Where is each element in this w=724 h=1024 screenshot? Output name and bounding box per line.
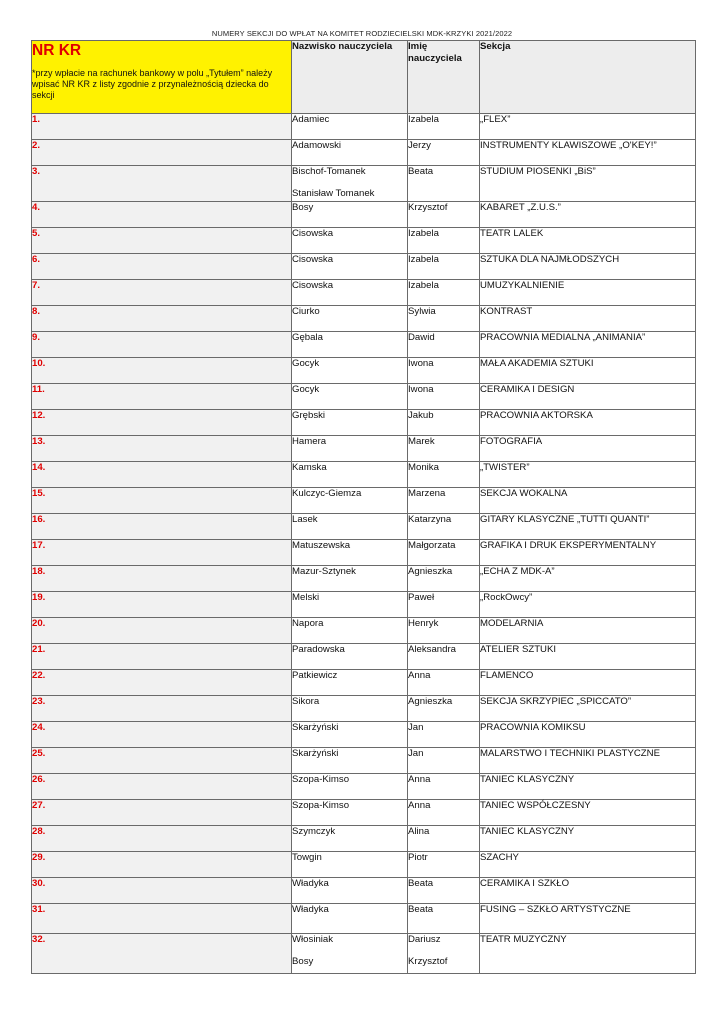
- section-name-cell: SEKCJA WOKALNA: [480, 488, 696, 514]
- table-row: [32, 934, 696, 974]
- teacher-surname-cell: [292, 644, 408, 670]
- teacher-firstname-cell: [408, 618, 480, 644]
- teacher-firstname: Krzysztof: [408, 202, 448, 213]
- teacher-surname-cell: [292, 852, 408, 878]
- table-row: [32, 254, 696, 280]
- nr-kr-cell: 10.: [32, 358, 292, 384]
- teacher-surname-cell: [292, 722, 408, 748]
- teacher-firstname-cell: [408, 436, 480, 462]
- teacher-surname-cell: [292, 592, 408, 618]
- teacher-surname-cell: [292, 410, 408, 436]
- teacher-firstname: Marzena: [408, 488, 446, 499]
- section-name-cell: MALARSTWO I TECHNIKI PLASTYCZNE: [480, 748, 696, 774]
- table-row: [32, 280, 696, 306]
- section-name-cell: SEKCJA SKRZYPIEC „SPICCATO”: [480, 696, 696, 722]
- table-row: [32, 332, 696, 358]
- table-row: [32, 618, 696, 644]
- teacher-firstname-cell: [408, 114, 480, 140]
- table-row: [32, 514, 696, 540]
- nr-kr-cell: 12.: [32, 410, 292, 436]
- section-name-cell: TEATR LALEK: [480, 228, 696, 254]
- table-row: [32, 566, 696, 592]
- teacher-surname: Sikora: [292, 696, 320, 707]
- table-row: [32, 904, 696, 934]
- section-name-cell: „TWISTER”: [480, 462, 696, 488]
- nr-kr-cell: 30.: [32, 878, 292, 904]
- teacher-surname: Gocyk: [292, 358, 320, 369]
- section-name-cell: CERAMIKA I DESIGN: [480, 384, 696, 410]
- table-row: [32, 800, 696, 826]
- table-row: [32, 384, 696, 410]
- section-name-cell: „ECHA Z MDK-A”: [480, 566, 696, 592]
- nr-kr-cell: 3.: [32, 166, 292, 202]
- nr-kr-cell: 21.: [32, 644, 292, 670]
- table-row: [32, 410, 696, 436]
- teacher-firstname-cell: [408, 826, 480, 852]
- teacher-firstname-cell: [408, 800, 480, 826]
- teacher-firstname: Jakub: [408, 410, 434, 421]
- nr-kr-cell: 14.: [32, 462, 292, 488]
- nr-kr-cell: 2.: [32, 140, 292, 166]
- surname-header: Nazwisko nauczyciela: [292, 41, 408, 114]
- teacher-surname-cell: [292, 774, 408, 800]
- section-name-cell: KABARET „Z.U.S.”: [480, 202, 696, 228]
- table-row: [32, 488, 696, 514]
- teacher-surname: Matuszewska: [292, 540, 351, 551]
- teacher-firstname-cell: [408, 566, 480, 592]
- teacher-firstname: Beata: [408, 904, 434, 915]
- teacher-surname-cell: [292, 384, 408, 410]
- table-row: [32, 306, 696, 332]
- section-name-cell: TANIEC KLASYCZNY: [480, 774, 696, 800]
- teacher-firstname: Jan: [408, 722, 424, 733]
- section-name-cell: GRAFIKA I DRUK EKSPERYMENTALNY: [480, 540, 696, 566]
- nr-kr-cell: 7.: [32, 280, 292, 306]
- teacher-surname: Towgin: [292, 852, 322, 863]
- table-row: [32, 826, 696, 852]
- table-row: [32, 878, 696, 904]
- teacher-firstname: Anna: [408, 774, 431, 785]
- teacher-surname-cell: [292, 280, 408, 306]
- teacher-surname-cell: [292, 904, 408, 934]
- teacher-firstname-cell: [408, 228, 480, 254]
- section-name-cell: UMUZYKALNIENIE: [480, 280, 696, 306]
- teacher-firstname-cell: [408, 644, 480, 670]
- teacher-firstname-cell: [408, 306, 480, 332]
- teacher-firstname-cell: [408, 540, 480, 566]
- nr-kr-cell: 29.: [32, 852, 292, 878]
- teacher-firstname-cell: [408, 140, 480, 166]
- teacher-surname-cell: [292, 358, 408, 384]
- nr-kr-cell: 13.: [32, 436, 292, 462]
- nr-kr-cell: 17.: [32, 540, 292, 566]
- nr-kr-cell: 28.: [32, 826, 292, 852]
- table-row: [32, 540, 696, 566]
- teacher-surname-cell: [292, 670, 408, 696]
- teacher-firstname: Jan: [408, 748, 424, 759]
- teacher-surname: Adamiec: [292, 114, 330, 125]
- teacher-surname-cell: [292, 826, 408, 852]
- teacher-firstname-cell: [408, 462, 480, 488]
- sections-table: [31, 40, 696, 974]
- teacher-firstname: Małgorzata: [408, 540, 456, 551]
- teacher-surname: Bischof-Tomanek: [292, 166, 366, 177]
- nr-kr-cell: 5.: [32, 228, 292, 254]
- teacher-surname-cell: [292, 254, 408, 280]
- teacher-surname-cell: [292, 800, 408, 826]
- teacher-firstname: Iwona: [408, 384, 434, 395]
- teacher-surname-second: Stanisław Tomanek: [292, 188, 375, 199]
- teacher-surname: Władyka: [292, 878, 329, 889]
- teacher-firstname: Jerzy: [408, 140, 431, 151]
- teacher-firstname-cell: [408, 748, 480, 774]
- nr-kr-cell: 32.: [32, 934, 292, 974]
- nr-kr-cell: 22.: [32, 670, 292, 696]
- teacher-surname-cell: [292, 618, 408, 644]
- section-name-cell: PRACOWNIA AKTORSKA: [480, 410, 696, 436]
- teacher-surname: Kamska: [292, 462, 327, 473]
- nr-kr-cell: 11.: [32, 384, 292, 410]
- teacher-surname-cell: [292, 488, 408, 514]
- teacher-surname: Cisowska: [292, 254, 334, 265]
- teacher-firstname-cell: [408, 410, 480, 436]
- sections-table-body: [32, 41, 696, 974]
- teacher-surname-cell: [292, 566, 408, 592]
- teacher-surname-cell: [292, 748, 408, 774]
- teacher-firstname-cell: [408, 384, 480, 410]
- table-row: [32, 462, 696, 488]
- table-row: [32, 358, 696, 384]
- section-name-cell: SZACHY: [480, 852, 696, 878]
- nr-kr-cell: 1.: [32, 114, 292, 140]
- teacher-firstname: Piotr: [408, 852, 428, 863]
- section-name-cell: PRACOWNIA MEDIALNA „ANIMANIA”: [480, 332, 696, 358]
- teacher-surname-cell: [292, 514, 408, 540]
- teacher-firstname-cell: [408, 904, 480, 934]
- teacher-firstname: Alina: [408, 826, 430, 837]
- header-row: [32, 41, 696, 114]
- nr-kr-cell: 19.: [32, 592, 292, 618]
- nr-kr-cell: 23.: [32, 696, 292, 722]
- teacher-firstname-cell: [408, 202, 480, 228]
- teacher-firstname: Iwona: [408, 358, 434, 369]
- table-row: [32, 202, 696, 228]
- teacher-firstname-cell: [408, 670, 480, 696]
- teacher-surname: Gocyk: [292, 384, 320, 395]
- nr-kr-cell: 26.: [32, 774, 292, 800]
- teacher-surname: Napora: [292, 618, 324, 629]
- teacher-firstname: Henryk: [408, 618, 439, 629]
- teacher-firstname-cell: [408, 878, 480, 904]
- table-row: [32, 774, 696, 800]
- teacher-firstname: Sylwia: [408, 306, 436, 317]
- teacher-surname: Bosy: [292, 202, 314, 213]
- teacher-surname: Szopa-Kimso: [292, 800, 350, 811]
- section-name-cell: ATELIER SZTUKI: [480, 644, 696, 670]
- teacher-firstname: Anna: [408, 670, 431, 681]
- teacher-surname: Włosiniak: [292, 934, 334, 945]
- teacher-surname: Paradowska: [292, 644, 345, 655]
- table-row: [32, 696, 696, 722]
- teacher-firstname-cell: [408, 696, 480, 722]
- teacher-surname-cell: [292, 202, 408, 228]
- nr-kr-cell: 31.: [32, 904, 292, 934]
- teacher-surname: Melski: [292, 592, 320, 603]
- table-row: [32, 748, 696, 774]
- teacher-firstname: Anna: [408, 800, 431, 811]
- nr-kr-cell: 20.: [32, 618, 292, 644]
- nr-kr-cell: 9.: [32, 332, 292, 358]
- nr-kr-cell: 4.: [32, 202, 292, 228]
- teacher-surname: Cisowska: [292, 280, 334, 291]
- section-name-cell: FLAMENCO: [480, 670, 696, 696]
- teacher-surname-cell: [292, 306, 408, 332]
- teacher-surname-cell: [292, 878, 408, 904]
- section-name-cell: SZTUKA DLA NAJMŁODSZYCH: [480, 254, 696, 280]
- teacher-surname: Gębala: [292, 332, 323, 343]
- teacher-surname: Cisowska: [292, 228, 334, 239]
- section-name-cell: KONTRAST: [480, 306, 696, 332]
- teacher-firstname-cell: [408, 166, 480, 202]
- teacher-firstname: Aleksandra: [408, 644, 456, 655]
- teacher-surname-cell: [292, 140, 408, 166]
- teacher-firstname: Dawid: [408, 332, 435, 343]
- teacher-firstname-cell: [408, 254, 480, 280]
- table-row: [32, 644, 696, 670]
- teacher-firstname-cell: [408, 722, 480, 748]
- teacher-firstname: Beata: [408, 878, 434, 889]
- document-title: NUMERY SEKCJI DO WPŁAT NA KOMITET RODZIECIELSKI MDK-KRZYKI 2021/2022: [211, 29, 513, 38]
- teacher-surname-cell: [292, 436, 408, 462]
- teacher-firstname-cell: [408, 592, 480, 618]
- firstname-header: Imię nauczyciela: [408, 41, 480, 114]
- nr-kr-cell: 27.: [32, 800, 292, 826]
- nr-kr-cell: 8.: [32, 306, 292, 332]
- table-row: [32, 228, 696, 254]
- teacher-firstname: Monika: [408, 462, 439, 473]
- teacher-surname: Władyka: [292, 904, 329, 915]
- section-name-cell: „RockOwcy”: [480, 592, 696, 618]
- section-name-cell: FUSING – SZKŁO ARTYSTYCZNE: [480, 904, 696, 934]
- payment-note: *przy wpłacie na rachunek bankowy w polu „Tytułem” należy wpisać NR KR z listy zgodnie z przynależnością dziecka do sekcji: [32, 68, 273, 100]
- section-name-cell: TANIEC KLASYCZNY: [480, 826, 696, 852]
- teacher-surname: Patkiewicz: [292, 670, 338, 681]
- nr-kr-cell: 6.: [32, 254, 292, 280]
- teacher-firstname: Izabela: [408, 254, 439, 265]
- teacher-firstname-cell: [408, 774, 480, 800]
- section-name-cell: PRACOWNIA KOMIKSU: [480, 722, 696, 748]
- teacher-surname: Skarżyński: [292, 722, 339, 733]
- section-name-cell: FOTOGRAFIA: [480, 436, 696, 462]
- section-name-cell: MODELARNIA: [480, 618, 696, 644]
- nr-kr-header: [32, 41, 292, 114]
- teacher-firstname-cell: [408, 358, 480, 384]
- teacher-surname: Lasek: [292, 514, 318, 525]
- teacher-surname: Szopa-Kimso: [292, 774, 350, 785]
- teacher-firstname: Dariusz: [408, 934, 441, 945]
- section-name-cell: TEATR MUZYCZNY: [480, 934, 696, 974]
- section-name-cell: „FLEX”: [480, 114, 696, 140]
- teacher-firstname: Izabela: [408, 228, 439, 239]
- teacher-surname: Szymczyk: [292, 826, 336, 837]
- teacher-firstname-second: Krzysztof: [408, 956, 448, 967]
- teacher-firstname: Paweł: [408, 592, 435, 603]
- teacher-surname-cell: [292, 166, 408, 202]
- teacher-surname-cell: [292, 228, 408, 254]
- teacher-firstname-cell: [408, 332, 480, 358]
- nr-kr-cell: 16.: [32, 514, 292, 540]
- teacher-surname-cell: [292, 114, 408, 140]
- section-name-cell: CERAMIKA I SZKŁO: [480, 878, 696, 904]
- nr-kr-cell: 24.: [32, 722, 292, 748]
- table-row: [32, 852, 696, 878]
- teacher-surname-second: Bosy: [292, 956, 314, 967]
- teacher-firstname: Agnieszka: [408, 566, 453, 577]
- teacher-firstname: Izabela: [408, 280, 439, 291]
- teacher-firstname: Katarzyna: [408, 514, 452, 525]
- teacher-firstname-cell: [408, 488, 480, 514]
- teacher-firstname: Beata: [408, 166, 434, 177]
- section-name-cell: STUDIUM PIOSENKI „BiS”: [480, 166, 696, 202]
- teacher-firstname-cell: [408, 934, 480, 974]
- nr-kr-title: NR KR: [32, 42, 82, 59]
- teacher-surname: Skarżyński: [292, 748, 339, 759]
- teacher-firstname: Izabela: [408, 114, 439, 125]
- teacher-surname: Grębski: [292, 410, 326, 421]
- section-name-cell: GITARY KLASYCZNE „TUTTI QUANTI”: [480, 514, 696, 540]
- teacher-surname: Adamowski: [292, 140, 342, 151]
- section-name-cell: TANIEC WSPÓŁCZESNY: [480, 800, 696, 826]
- teacher-firstname: Agnieszka: [408, 696, 453, 707]
- teacher-surname-cell: [292, 934, 408, 974]
- table-row: [32, 670, 696, 696]
- teacher-surname: Mazur-Sztynek: [292, 566, 356, 577]
- teacher-surname: Kulczyc-Giemza: [292, 488, 362, 499]
- table-row: [32, 592, 696, 618]
- teacher-surname-cell: [292, 696, 408, 722]
- nr-kr-cell: 15.: [32, 488, 292, 514]
- table-row: [32, 436, 696, 462]
- teacher-surname: Ciurko: [292, 306, 320, 317]
- section-name-cell: INSTRUMENTY KLAWISZOWE „O'KEY!”: [480, 140, 696, 166]
- teacher-firstname-cell: [408, 852, 480, 878]
- table-row: [32, 114, 696, 140]
- teacher-firstname: Marek: [408, 436, 435, 447]
- nr-kr-cell: 25.: [32, 748, 292, 774]
- table-row: [32, 140, 696, 166]
- teacher-surname-cell: [292, 462, 408, 488]
- table-row: [32, 722, 696, 748]
- teacher-surname-cell: [292, 332, 408, 358]
- section-name-cell: MAŁA AKADEMIA SZTUKI: [480, 358, 696, 384]
- section-header: Sekcja: [480, 41, 696, 114]
- table-row: [32, 166, 696, 202]
- teacher-surname: Hamera: [292, 436, 327, 447]
- nr-kr-cell: 18.: [32, 566, 292, 592]
- teacher-firstname-cell: [408, 514, 480, 540]
- teacher-firstname-cell: [408, 280, 480, 306]
- teacher-surname-cell: [292, 540, 408, 566]
